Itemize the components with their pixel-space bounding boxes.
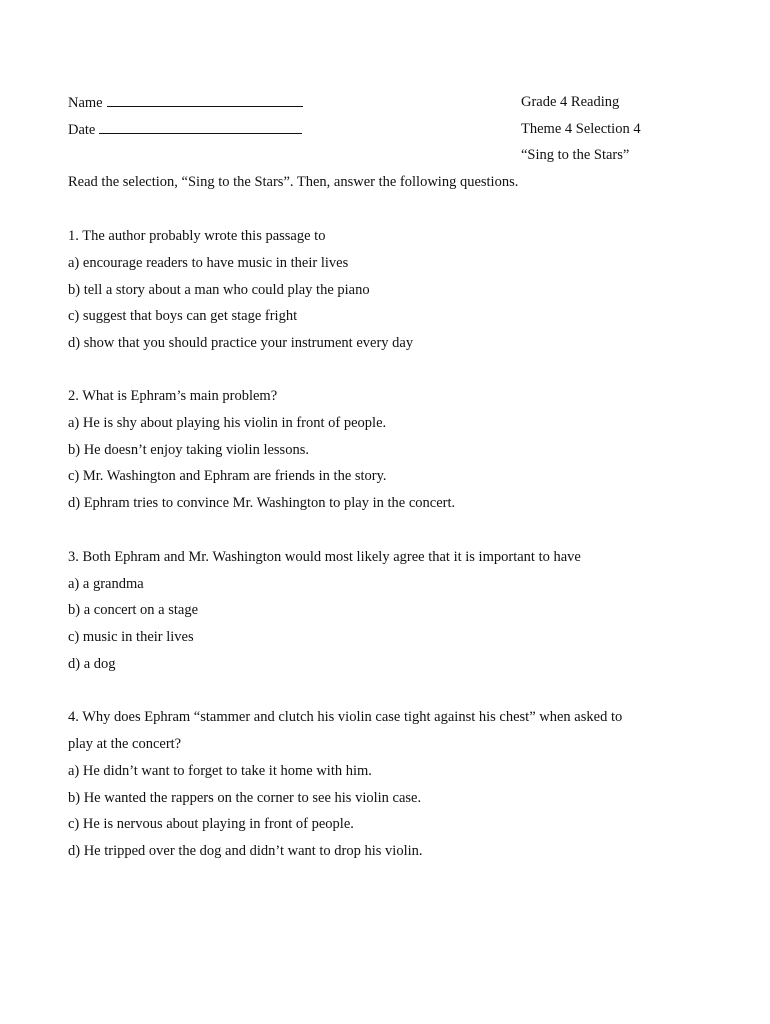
date-line — [68, 116, 302, 143]
question-2-prompt: 2. What is Ephram’s main problem? — [68, 388, 278, 404]
grade-label: Grade 4 Reading — [521, 94, 620, 110]
date-label: Date — [68, 122, 96, 138]
question-1-option-a: a) encourage readers to have music in their lives — [68, 255, 349, 271]
question-1-option-b: b) tell a story about a man who could play the piano — [68, 282, 370, 298]
date-blank[interactable] — [99, 116, 302, 134]
question-1-option-d: d) show that you should practice your instrument every day — [68, 335, 414, 351]
selection-title: “Sing to the Stars” — [521, 147, 630, 163]
question-1-option-c: c) suggest that boys can get stage fright — [68, 308, 298, 324]
question-2-option-d: d) Ephram tries to convince Mr. Washington to play in the concert. — [68, 495, 456, 511]
question-4-prompt-line-2: play at the concert? — [68, 736, 182, 752]
question-4-option-b: b) He wanted the rappers on the corner to see his violin case. — [68, 790, 422, 806]
question-4-option-d: d) He tripped over the dog and didn’t want to drop his violin. — [68, 843, 423, 859]
question-2-option-b: b) He doesn’t enjoy taking violin lessons. — [68, 442, 309, 458]
question-4-option-c: c) He is nervous about playing in front of people. — [68, 816, 354, 832]
question-2-option-a: a) He is shy about playing his violin in front of people. — [68, 415, 387, 431]
name-blank[interactable] — [107, 89, 303, 107]
question-4-option-a: a) He didn’t want to forget to take it home with him. — [68, 763, 372, 779]
theme-label: Theme 4 Selection 4 — [521, 121, 641, 137]
question-3-option-b: b) a concert on a stage — [68, 602, 199, 618]
question-3-prompt: 3. Both Ephram and Mr. Washington would most likely agree that it is important to have — [68, 549, 581, 565]
question-3-option-a: a) a grandma — [68, 576, 144, 592]
question-1-prompt: 1. The author probably wrote this passage to — [68, 228, 326, 244]
question-4-prompt-line-1: 4. Why does Ephram “stammer and clutch his violin case tight against his chest” when asked to — [68, 709, 623, 725]
instructions: Read the selection, “Sing to the Stars”. Then, answer the following questions. — [68, 174, 519, 190]
name-label: Name — [68, 95, 103, 111]
question-3-option-d: d) a dog — [68, 656, 116, 672]
question-2-option-c: c) Mr. Washington and Ephram are friends in the story. — [68, 468, 387, 484]
question-3-option-c: c) music in their lives — [68, 629, 194, 645]
name-line — [68, 89, 303, 116]
